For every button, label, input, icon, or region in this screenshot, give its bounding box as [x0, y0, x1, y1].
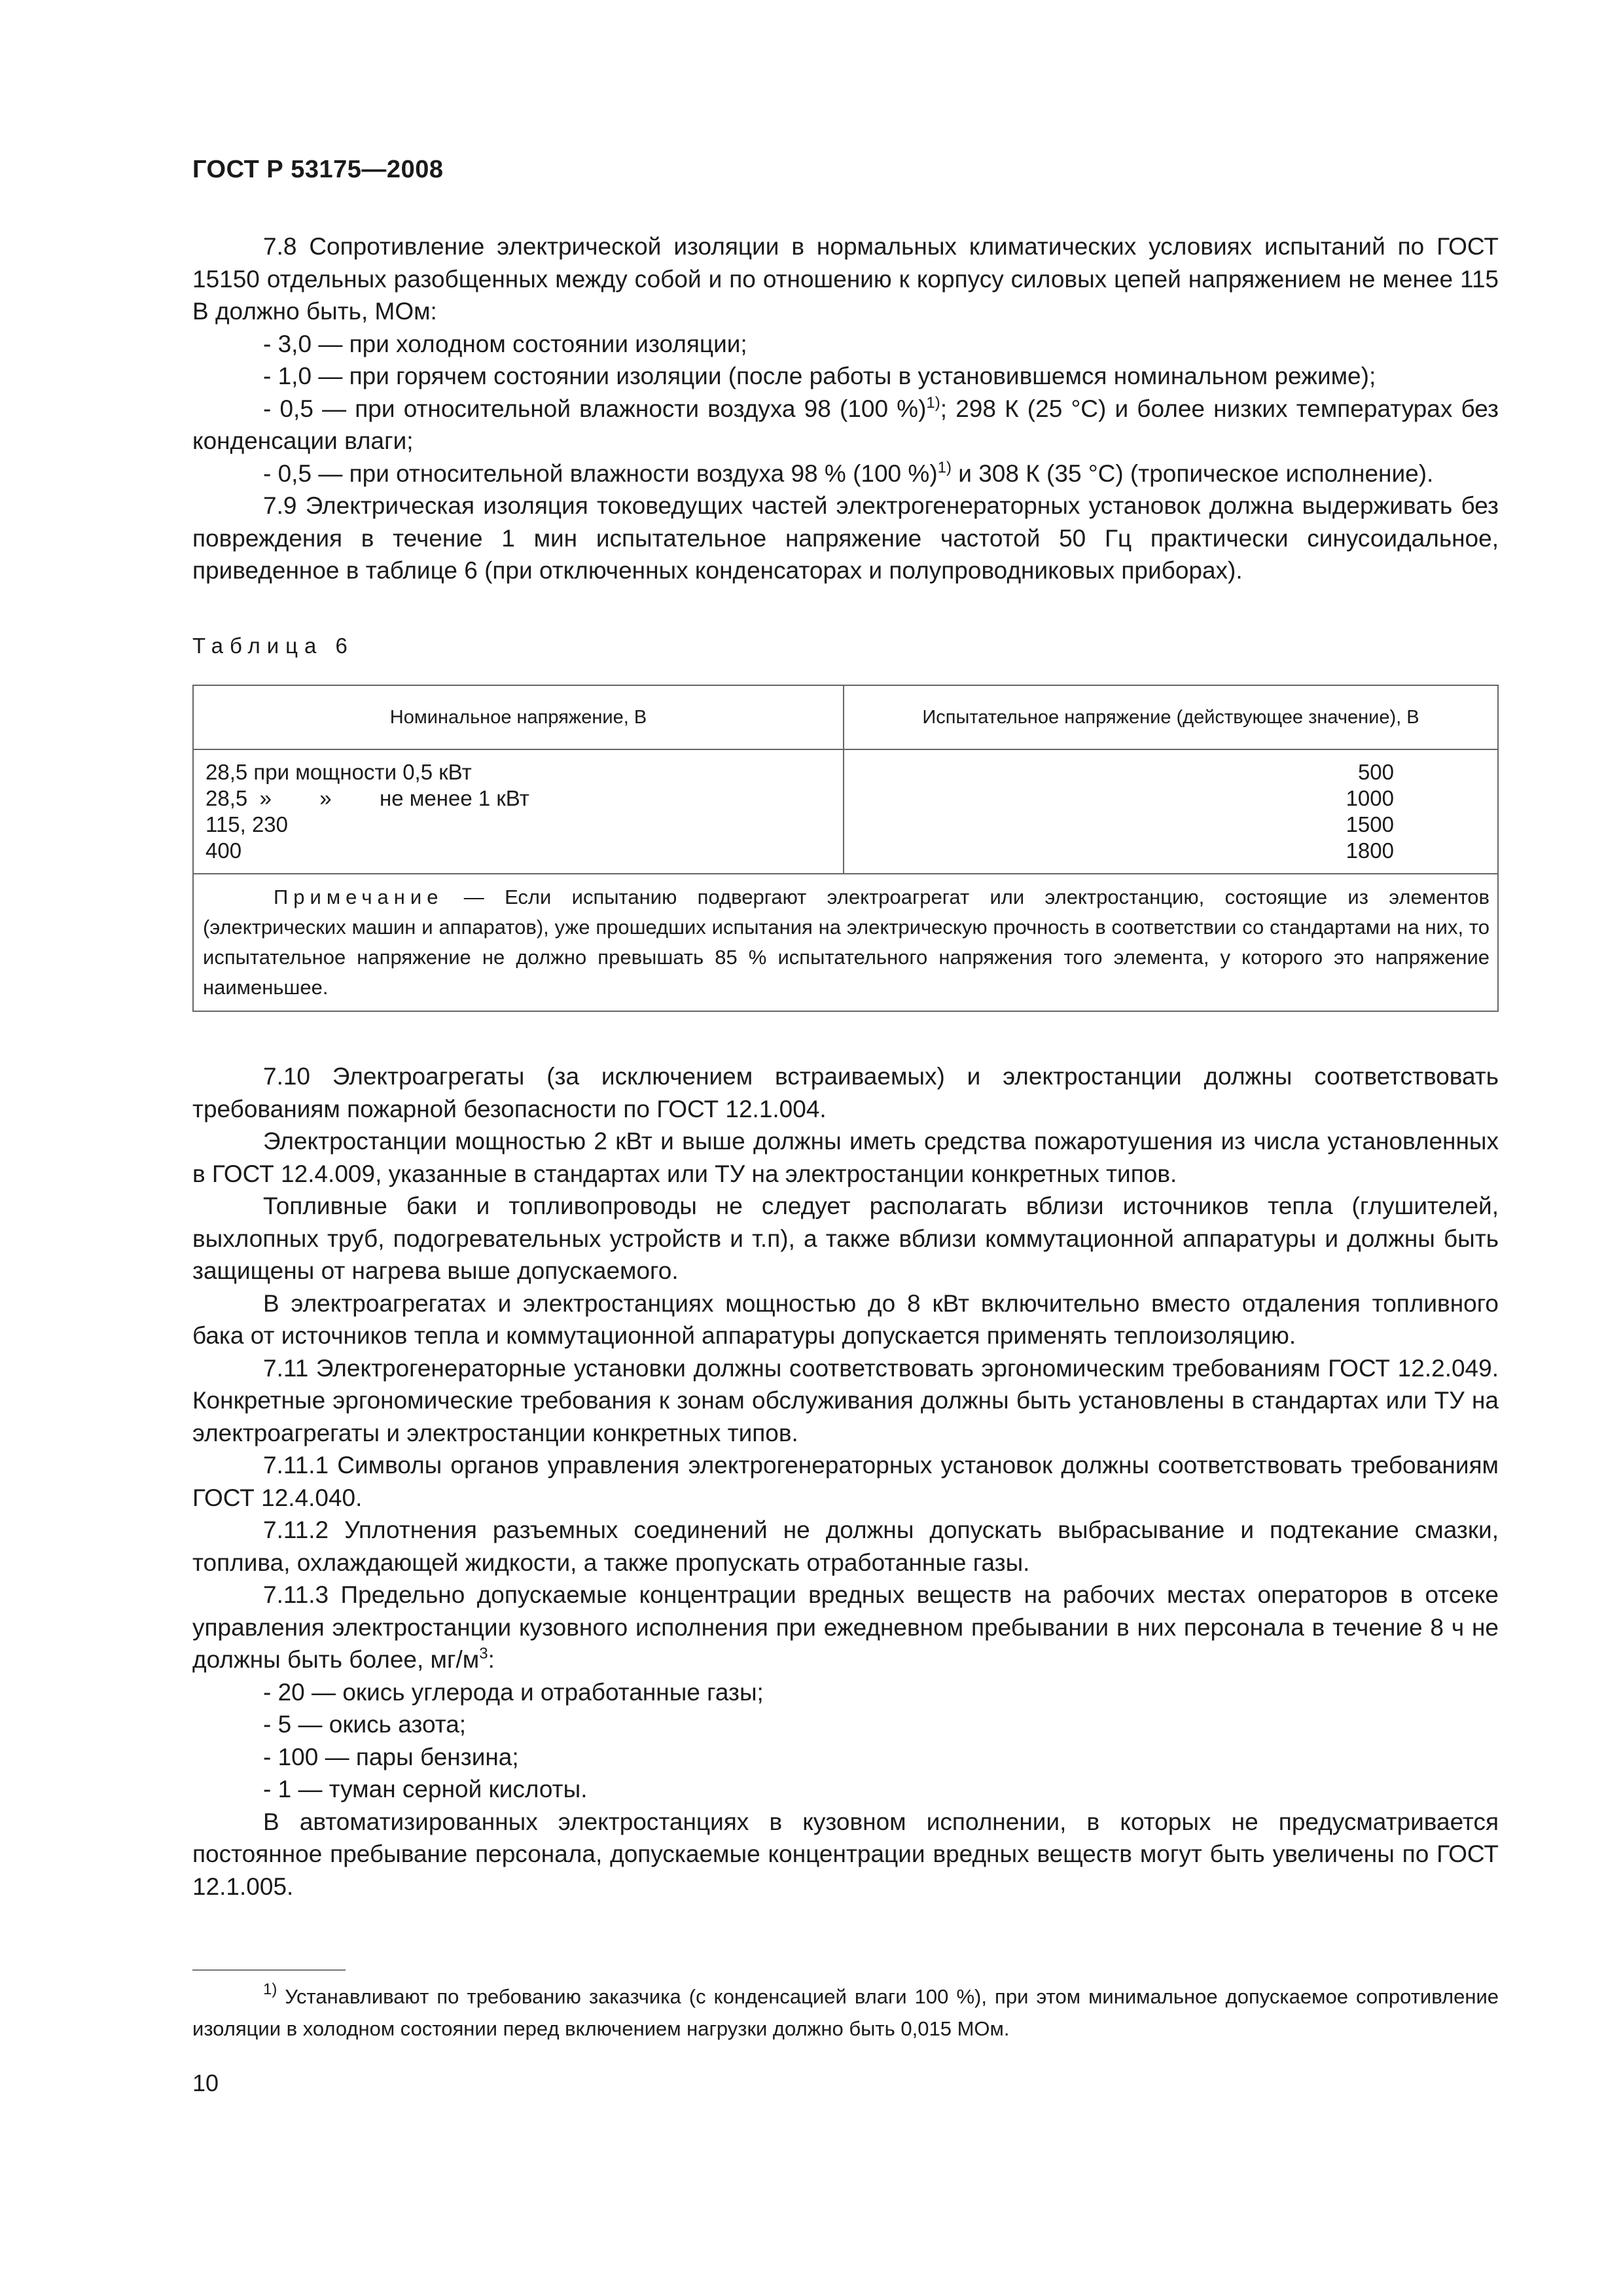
table-cell-nominal: 28,5 » » не менее 1 кВт — [205, 786, 529, 810]
paragraph-7-11-2: 7.11.2 Уплотнения разъемных соединений не должны допускать выбрасывание и подтекание смазки, топлива, охлаждающей жидкости, а также пропускать отработанные газы. — [192, 1516, 1499, 1576]
table-cell-test: 500 — [1357, 760, 1394, 784]
list-item-nitrogen-oxide: - 5 — окись азота; — [263, 1711, 467, 1738]
list-item-hot-insulation: - 1,0 — при горячем состоянии изоляции (после работы в установившемся номинальном режиме); — [263, 363, 1376, 389]
list-item-text: и 308 К (35 °С) (тропическое исполнение). — [951, 459, 1434, 487]
section-7-10-7-11 — [192, 1060, 1499, 1903]
table-cell-test: 1000 — [1346, 786, 1394, 810]
footnote-ref: 1) — [926, 393, 940, 412]
footnote-mark: 1) — [263, 1981, 277, 1998]
superscript-cube: 3 — [479, 1645, 488, 1662]
table-note-divider — [194, 873, 1497, 874]
section-7-8 — [192, 230, 1499, 587]
paragraph-fire-extinguishing: Электростанции мощностью 2 кВт и выше должны иметь средства пожаротушения из числа установленных в ГОСТ 12.4.009, указанные в стандартах или ТУ на электростанции конкретных типов. — [192, 1128, 1499, 1187]
list-item-cold-insulation: - 3,0 — при холодном состоянии изоляции; — [263, 330, 747, 357]
table-cell-nominal: 28,5 при мощности 0,5 кВт — [205, 760, 472, 784]
table-header-nominal-voltage: Номинальное напряжение, В — [389, 707, 647, 728]
table-note — [203, 882, 1489, 1003]
table-cell-nominal: 115, 230 — [205, 812, 289, 836]
footnote-ref: 1) — [937, 458, 952, 476]
table-cell-test: 1800 — [1346, 838, 1394, 863]
list-item-gasoline-vapor: - 100 — пары бензина; — [263, 1743, 519, 1770]
list-item-sulfuric-acid: - 1 — туман серной кислоты. — [263, 1776, 588, 1803]
paragraph-7-11-3 — [192, 1579, 1499, 1676]
table-caption: Таблица 6 — [192, 634, 354, 658]
paragraph-7-11-1: 7.11.1 Символы органов управления электрогенераторных установок должны соответствовать требованиям ГОСТ 12.4.040. — [192, 1452, 1499, 1511]
table-column-nominal — [205, 759, 834, 864]
list-item-text: - 0,5 — при относительной влажности воздуха 98 % (100 %) — [263, 459, 938, 487]
table-cell-test: 1500 — [1346, 812, 1394, 836]
paragraph-text: 7.11.3 Предельно допускаемые концентрации вредных веществ на рабочих местах операторов в отсеке управления электростанции кузовного исполнения при ежедневном пребывании в них персонала в течение 8 ч не должны быть более, мг/м — [192, 1581, 1499, 1673]
paragraph-automated-stations: В автоматизированных электростанциях в кузовном исполнении, в которых не предусматривается постоянное пребывание персонала, допускаемые концентрации вредных веществ могут быть увеличены по ГОСТ 12.1.005. — [192, 1808, 1499, 1900]
footnote-text: Устанавливают по требованию заказчика (с конденсацией влаги 100 %), при этом минимальное допускаемое сопротивление изоляции в холодном состоянии перед включением нагрузки должно быть 0,015 МОм. — [192, 1985, 1499, 2040]
footnote-paragraph — [192, 1981, 1499, 2045]
page-header-standard-number: ГОСТ Р 53175—2008 — [192, 156, 444, 183]
paragraph-text: : — [488, 1646, 495, 1673]
paragraph-7-10: 7.10 Электроагрегаты (за исключением встраиваемых) и электростанции должны соответствовать требованиям пожарной безопасности по ГОСТ 12.1.004. — [192, 1063, 1499, 1122]
table-header-test-voltage: Испытательное напряжение (действующее значение), В — [922, 707, 1419, 728]
footnote — [192, 1981, 1499, 2045]
list-item-humidity-308k — [192, 457, 1499, 490]
paragraph-7-8-intro: 7.8 Сопротивление электрической изоляции в нормальных климатических условиях испытаний по ГОСТ 15150 отдельных разобщенных между собой и по отношению к корпусу силовых цепей напряжением не менее 115 В должно быть, МОм: — [192, 233, 1499, 325]
page-number: 10 — [192, 2070, 219, 2096]
table-6 — [192, 685, 1499, 1012]
list-item-text: ; 298 К (25 °С) и более низких температурах без конденсации влаги; — [192, 395, 1499, 454]
paragraph-7-11: 7.11 Электрогенераторные установки должны соответствовать эргономическим требованиям ГОСТ 12.2.049. Конкретные эргономические требования к зонам обслуживания должны быть установлены в стандартах или ТУ на электроагрегаты и электростанции конкретных типов. — [192, 1354, 1499, 1446]
footnote-separator — [192, 1969, 346, 1971]
table-column-test — [844, 759, 1394, 864]
paragraph-thermal-insulation: В электроагрегатах и электростанциях мощностью до 8 кВт включительно вместо отдаления топливного бака от источников тепла и коммутационной аппаратуры допускается применять теплоизоляцию. — [192, 1289, 1499, 1349]
table-note-text: — Если испытанию подвергают электроагрегат или электростанцию, состоящие из элементов (электрических машин и аппаратов), уже прошедших испытания на электрическую прочность в соответствии со стандартами на них, то испытательное напряжение не должно превышать 85 % испытательного напряжения того элемента, у которого это напряжение наименьшее. — [203, 886, 1489, 999]
table-header-row — [194, 686, 1497, 750]
list-item-text: - 0,5 — при относительной влажности воздуха 98 (100 %) — [263, 395, 927, 422]
paragraph-7-9: 7.9 Электрическая изоляция токоведущих частей электрогенераторных установок должна выдерживать без повреждения в течение 1 мин испытательное напряжение частотой 50 Гц практически синусоидальное, приведенное в таблице 6 (при отключенных конденсаторах и полупроводниковых приборах). — [192, 492, 1499, 584]
table-cell-nominal: 400 — [205, 838, 242, 863]
list-item-humidity-298k — [192, 393, 1499, 457]
list-item-carbon-monoxide: - 20 — окись углерода и отработанные газы; — [263, 1678, 764, 1706]
paragraph-fuel-tanks: Топливные баки и топливопроводы не следует располагать вблизи источников тепла (глушителей, выхлопных труб, подогревательных устройств и т.п), а также вблизи коммутационной аппаратуры и должны быть защищены от нагрева выше допускаемого. — [192, 1193, 1499, 1284]
table-note-label: Примечание — [274, 886, 444, 908]
